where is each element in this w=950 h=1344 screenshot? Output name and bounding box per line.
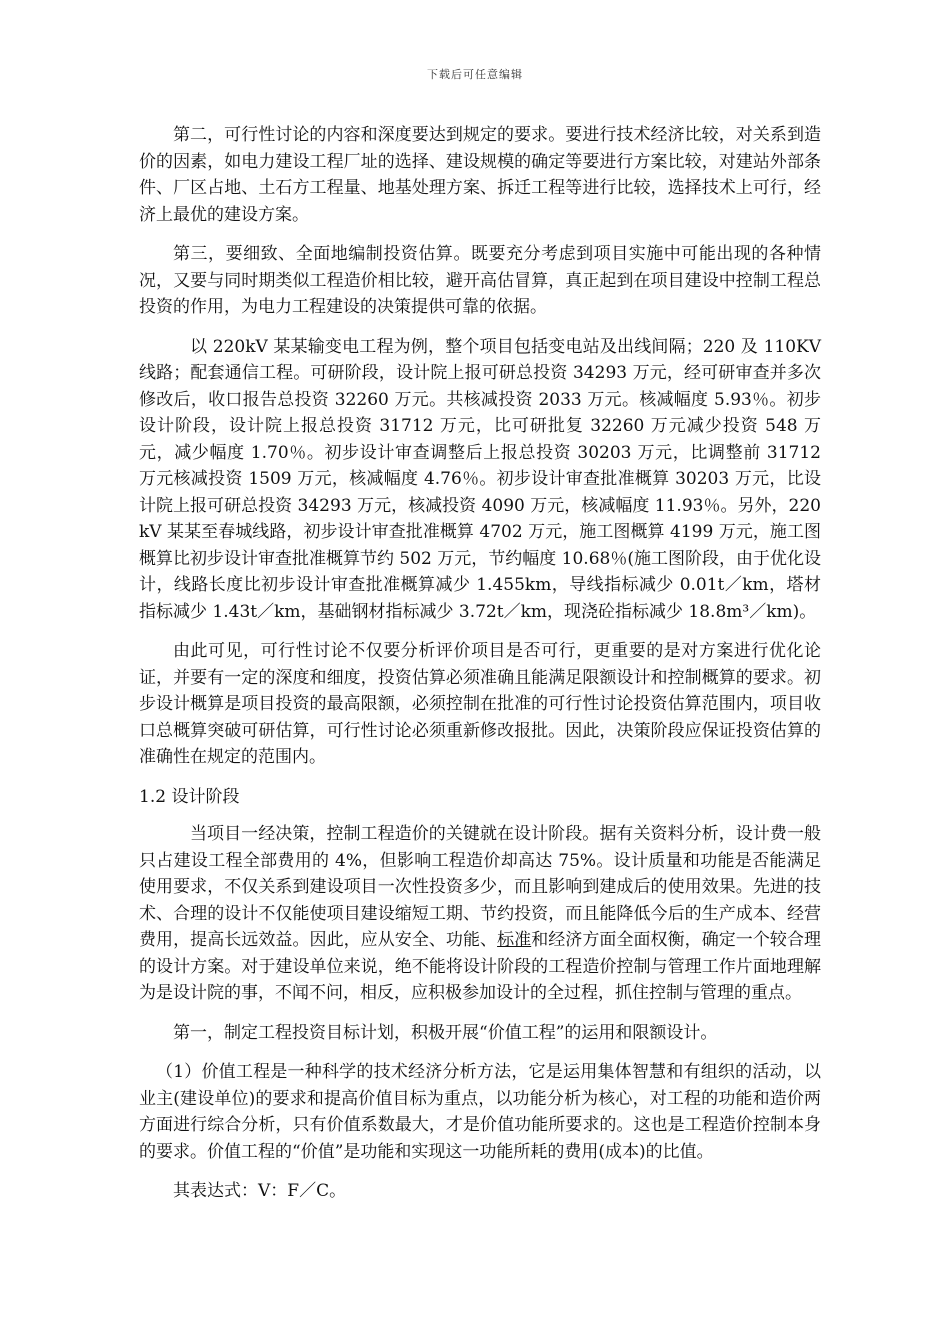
paragraph-feasibility-depth: 第二，可行性讨论的内容和深度要达到规定的要求。要进行技术经济比较，对关系到造价的因素，如电力建设工程厂址的选择、建设规模的确定等要进行方案比较，对建站外部条件、厂区占地、土石方工程量、地基处理方案、拆迁工程等进行比较，选择技术上可行，经济上最优的建设方案。 [139, 125, 821, 225]
section-heading-design-stage: 1.2 设计阶段 [139, 786, 240, 807]
document-body [139, 122, 821, 1218]
paragraph-formula: 其表达式：V：F／C。 [173, 1181, 347, 1201]
paragraph-value-engineering-intro: 第一，制定工程投资目标计划，积极开展“价值工程”的运用和限额设计。 [173, 1022, 718, 1043]
link-standard[interactable]: 标准 [497, 930, 532, 950]
paragraph-conclusion: 由此可见，可行性讨论不仅要分析评价项目是否可行，更重要的是对方案进行优化论证，并要有一定的深度和细度，投资估算必须准确且能满足限额设计和控制概算的要求。初步设计概算是项目投资的最高限额，必须控制在批准的可行性讨论投资估算范围内，项目收口总概算突破可研估算，可行性讨论必须重新修改报批。因此，决策阶段应保证投资估算的准确性在规定的范围内。 [139, 641, 821, 767]
paragraph-investment-estimate: 第三，要细致、全面地编制投资估算。既要充分考虑到项目实施中可能出现的各种情况，又要与同时期类似工程造价相比较，避开高估冒算，真正起到在项目建设中控制工程总投资的作用，为电力工程建设的决策提供可靠的依据。 [139, 244, 821, 317]
paragraph-design-stage [139, 821, 821, 1007]
paragraph-text: 和经济方面全面权衡，确定一个较合理的设计方案。对于建设单位来说，绝不能将设计阶段的工程造价控制与管理工作片面地理解为是设计院的事，不闻不问，相反，应积极参加设计的全过程，抓住控制与管理的重点。 [139, 930, 822, 1003]
page-header: 下载后可任意编辑 [427, 68, 523, 81]
paragraph-value-engineering-definition: （1）价值工程是一种科学的技术经济分析方法，它是运用集体智慧和有组织的活动，以业主(建设单位)的要求和提高价值目标为重点，以功能分析为核心，对工程的功能和造价两方面进行综合分析，只有价值系数最大，才是价值功能所要求的。这也是工程造价控制本身的要求。价值工程的“价值”是功能和实现这一功能所耗的费用(成本)的比值。 [139, 1062, 821, 1162]
paragraph-text: 当项目一经决策，控制工程造价的关键就在设计阶段。据有关资料分析，设计费一般只占建设工程全部费用的 4%，但影响工程造价却高达 75%。设计质量和功能是否能满足使用要求，不仅关系到建设项目一次性投资多少，而且影响到建成后的使用效果。先进的技术、合理的设计不仅能使项目建设缩短工期、节约投资，而且能降低今后的生产成本、经营费用，提高长远效益。因此，应从安全、功能、 [139, 824, 821, 950]
paragraph-220kv-example: 以 220kV 某某输变电工程为例，整个项目包括变电站及出线间隔；220 及 110KV 线路；配套通信工程。可研阶段，设计院上报可研总投资 34293 万元，经可研审查并多次修改后，收口报告总投资 32260 万元。共核减投资 2033 万元。核减幅度 5.93％。初步设计阶段，设计院上报总投资 31712 万元，比可研批复 32260 万元减少投资 548 万元，减少幅度 1.70％。初步设计审查调整后上报总投资 30203 万元，比调整前 31712 万元核减投资 1509 万元，核减幅度 4.76％。初步设计审查批准概算 30203 万元，比设计院上报可研总投资 34293 万元，核减投资 4090 万元，核减幅度 11.93％。另外，220kV 某某至春城线路，初步设计审查批准概算 4702 万元，施工图概算 4199 万元，施工图概算比初步设计审查批准概算节约 502 万元，节约幅度 10.68％(施工图阶段，由于优化设计，线路长度比初步设计审查批准概算减少 1.455km，导线指标减少 0.01t／km，塔材指标减少 1.43t／km，基础钢材指标减少 3.72t／km，现浇砼指标减少 18.8m³／km)。 [139, 336, 821, 622]
